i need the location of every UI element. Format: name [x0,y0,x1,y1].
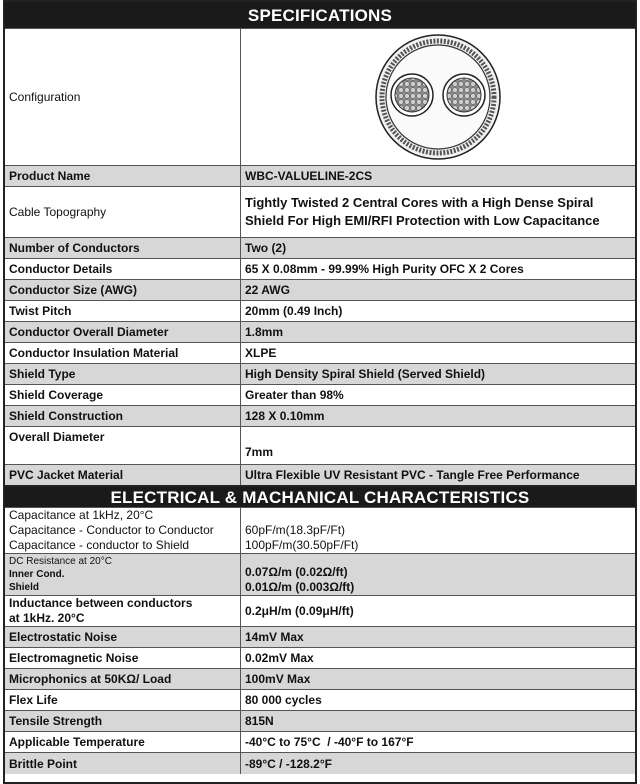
elec-label: Brittle Point [5,753,241,774]
elec-label: Electromagnetic Noise [5,648,241,668]
inductance-labels [5,596,241,626]
dc-resistance-label: DC Resistance at 20°C [9,556,112,567]
spec-value: Two (2) [245,241,287,255]
spec-label: Product Name [5,166,241,186]
cable-cross-section-figure [241,29,635,165]
elec-row-electrostatic-noise [5,626,635,647]
elec-value: 14mV Max [245,630,304,644]
spec-value: 20mm (0.49 Inch) [245,304,343,318]
spec-value: Tightly Twisted 2 Central Cores with a High Dense Spiral Shield For High EMI/RFI Protection with Low Capacitance [245,195,600,228]
cable-cross-section-icon [368,33,508,161]
spec-row-shield-type [5,363,635,384]
elec-row-flex-life [5,689,635,710]
spec-label: Configuration [5,29,241,165]
electrical-header: ELECTRICAL & MACHANICAL CHARACTERISTICS [5,485,635,507]
spec-label: Number of Conductors [5,238,241,258]
spec-value: High Density Spiral Shield (Served Shield) [245,367,486,381]
elec-label: Microphonics at 50KΩ/ Load [5,669,241,689]
elec-value: 815N [245,714,274,728]
spec-label: Cable Topography [5,187,241,237]
spec-label: Overall Diameter [5,427,241,464]
elec-row-dc-resistance [5,553,635,595]
elec-label: Tensile Strength [5,711,241,731]
spec-label: Shield Coverage [5,385,241,405]
dc-resistance-labels [5,554,241,595]
elec-value: 80 000 cycles [245,693,322,707]
elec-row-brittle-point [5,752,635,774]
capacitance-c2c-label: Capacitance - Conductor to Conductor [9,523,214,537]
spec-value: 7mm [245,444,274,459]
spec-label: Conductor Details [5,259,241,279]
dc-resistance-shield-value: 0.01Ω/m (0.003Ω/ft) [245,579,355,594]
spec-label: Conductor Size (AWG) [5,280,241,300]
spec-row-pvc-jacket [5,464,635,485]
capacitance-label: Capacitance at 1kHz, 20°C [9,508,154,522]
capacitance-c2s-value: 100pF/m(30.50pF/Ft) [245,537,359,552]
elec-row-microphonics [5,668,635,689]
spec-row-cable-topography [5,186,635,237]
elec-label: Applicable Temperature [5,732,241,752]
spec-value: Ultra Flexible UV Resistant PVC - Tangle Free Performance [245,468,580,482]
elec-label: Electrostatic Noise [5,627,241,647]
capacitance-labels [5,508,241,553]
elec-value: -89°C / -128.2°F [245,756,332,771]
spec-row-conductor-size [5,279,635,300]
capacitance-c2s-label: Capacitance - conductor to Shield [9,538,190,552]
spec-row-twist-pitch [5,300,635,321]
spec-value: 1.8mm [245,325,284,339]
spec-label: Conductor Insulation Material [5,343,241,363]
spec-label: Shield Construction [5,406,241,426]
elec-row-inductance [5,595,635,626]
elec-row-capacitance [5,507,635,553]
dc-resistance-shield-label: Shield [9,582,40,593]
elec-value: 100mV Max [245,672,311,686]
spec-label: Conductor Overall Diameter [5,322,241,342]
spec-sheet [3,0,637,784]
elec-label: Flex Life [5,690,241,710]
spec-row-shield-construction [5,405,635,426]
elec-row-tensile-strength [5,710,635,731]
dc-resistance-values [241,554,635,595]
elec-row-applicable-temperature [5,731,635,752]
spec-label: Twist Pitch [5,301,241,321]
spec-label: PVC Jacket Material [5,465,241,485]
spec-row-conductor-details [5,258,635,279]
spec-label: Shield Type [5,364,241,384]
spec-row-shield-coverage [5,384,635,405]
spec-row-insulation-material [5,342,635,363]
elec-value: 0.02mV Max [245,651,314,665]
spec-value: 22 AWG [245,283,290,297]
capacitance-c2c-value: 60pF/m(18.3pF/Ft) [245,522,346,537]
elec-value: -40°C to 75°C / -40°F to 167°F [245,735,414,749]
dc-resistance-inner-label: Inner Cond. [9,569,65,580]
spec-value: 65 X 0.08mm - 99.99% High Purity OFC X 2 Cores [245,262,524,276]
spec-value: WBC-VALUELINE-2CS [245,169,373,183]
spec-row-overall-diameter [5,426,635,464]
spec-value: 128 X 0.10mm [245,409,325,423]
inductance-label: Inductance between conductors [9,596,193,610]
inductance-value: 0.2μH/m (0.09μH/ft) [245,604,354,618]
dc-resistance-inner-value: 0.07Ω/m (0.02Ω/ft) [245,564,348,579]
spec-row-conductor-overall-diameter [5,321,635,342]
spec-row-configuration [5,28,635,165]
inductance-sub-label: at 1kHz. 20°C [9,611,85,625]
spec-row-number-of-conductors [5,237,635,258]
spec-value: Greater than 98% [245,388,344,402]
elec-row-electromagnetic-noise [5,647,635,668]
spec-value: XLPE [245,346,277,360]
spec-row-product-name [5,165,635,186]
capacitance-values [241,508,635,553]
specifications-header: SPECIFICATIONS [5,0,635,28]
